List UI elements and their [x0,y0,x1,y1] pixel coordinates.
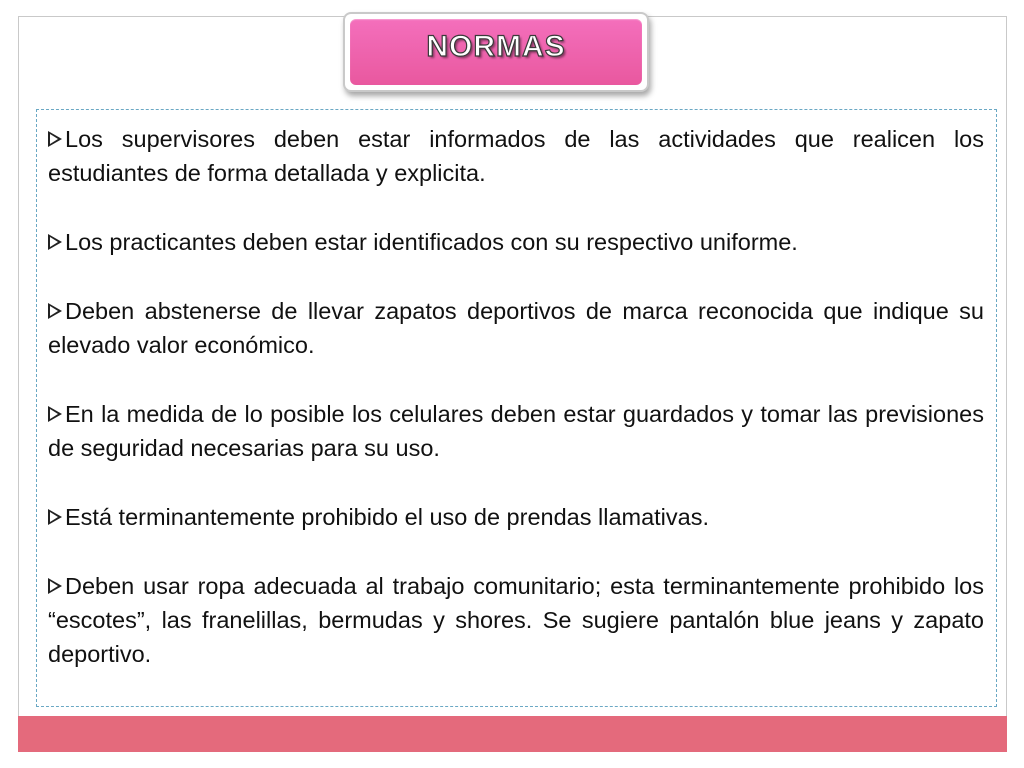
arrow-bullet-icon [48,578,62,594]
bullet-text: En la medida de lo posible los celulares deben estar guardados y tomar las previsiones de seguridad necesarias para su uso. [48,401,984,461]
bullet-list [48,122,984,671]
arrow-bullet-icon [48,509,62,525]
content-box [36,109,997,707]
arrow-bullet-icon [48,234,62,250]
arrow-bullet-icon [48,406,62,422]
bullet-item [48,500,984,534]
arrow-bullet-icon [48,303,62,319]
title-box [343,12,649,92]
arrow-bullet-icon [48,131,62,147]
bullet-text: Deben abstenerse de llevar zapatos deportivos de marca reconocida que indique su elevado valor económico. [48,298,984,358]
footer-bar [18,716,1007,752]
bullet-item [48,122,984,190]
bullet-text: Está terminantemente prohibido el uso de prendas llamativas. [65,504,710,530]
slide-title: NORMAS [426,30,566,63]
title-banner [350,19,642,85]
bullet-text: Los supervisores deben estar informados de las actividades que realicen los estudiantes de forma detallada y explicita. [48,126,984,186]
bullet-text: Deben usar ropa adecuada al trabajo comunitario; esta terminantemente prohibido los “escotes”, las franelillas, bermudas y shores. Se sugiere pantalón blue jeans y zapato deportivo. [48,573,984,667]
bullet-item [48,294,984,362]
bullet-item [48,397,984,465]
bullet-text: Los practicantes deben estar identificados con su respectivo uniforme. [65,229,798,255]
bullet-item [48,569,984,671]
bullet-item [48,225,984,259]
